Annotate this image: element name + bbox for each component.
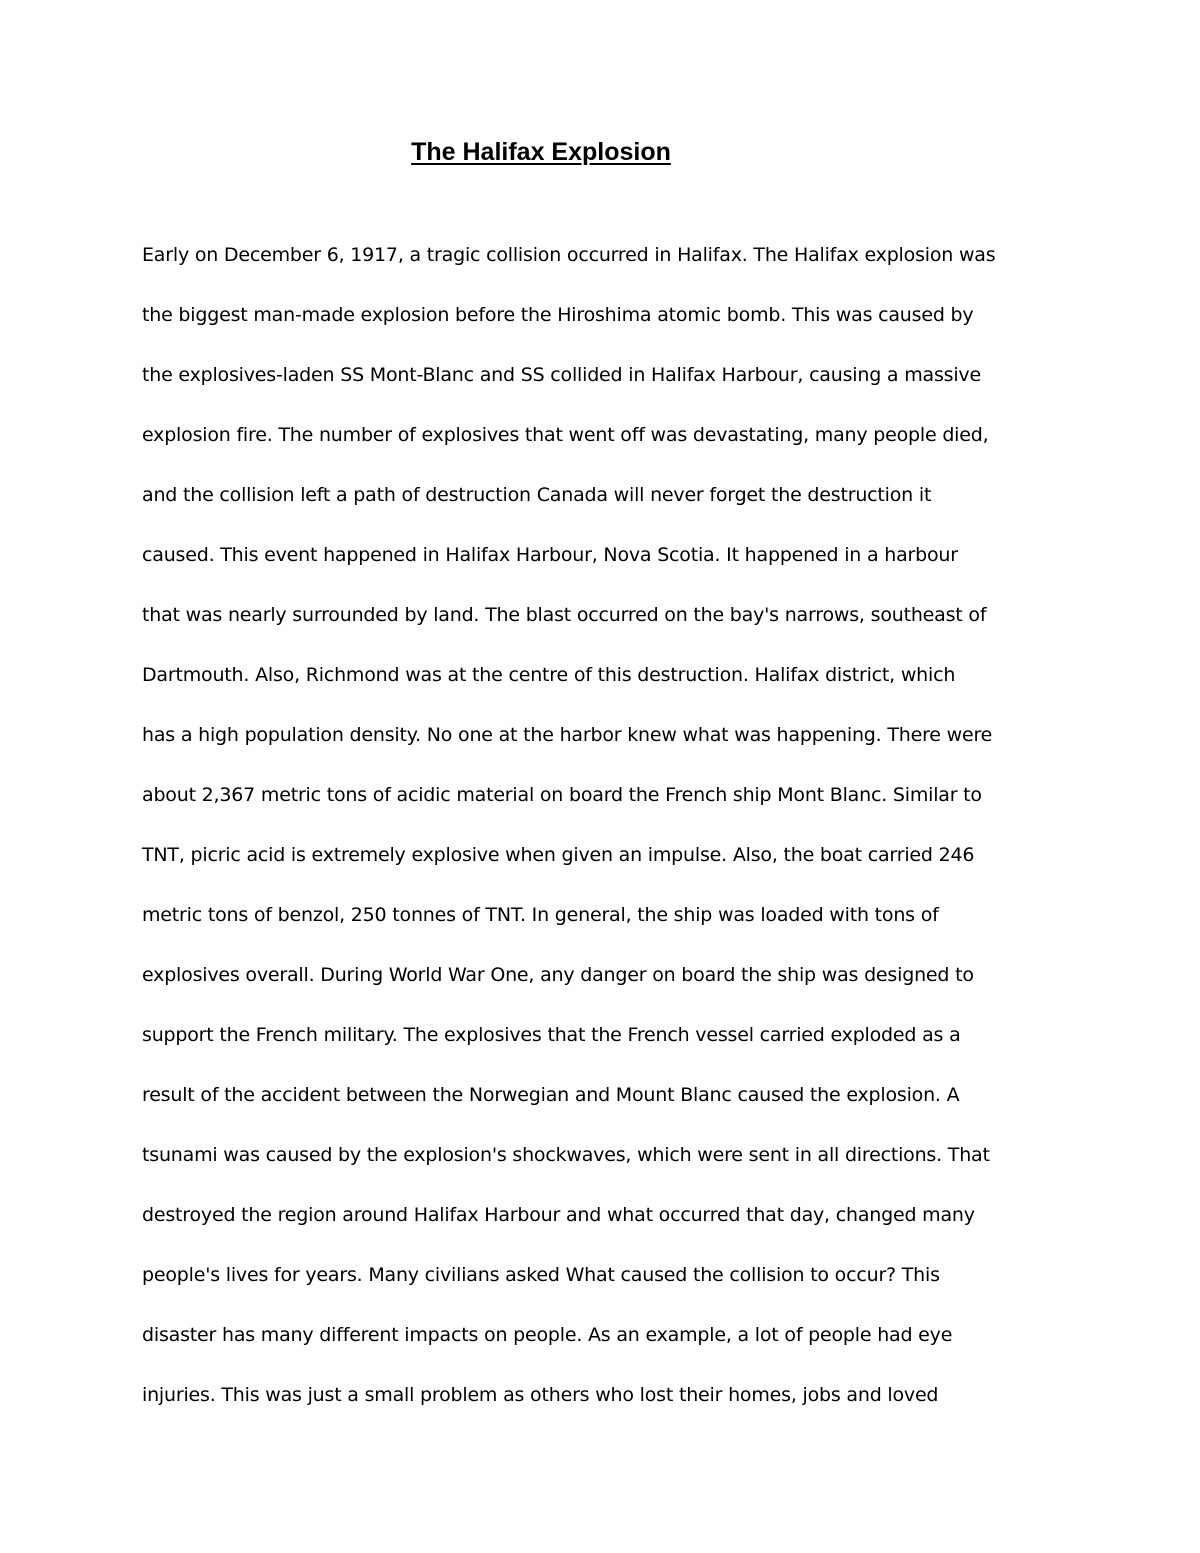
text-line: destroyed the region around Halifax Harbour and what occurred that day, changed many	[142, 1204, 975, 1226]
text-line: TNT, picric acid is extremely explosive when given an impulse. Also, the boat carried 246	[142, 844, 975, 866]
text-line: injuries. This was just a small problem as others who lost their homes, jobs and loved	[142, 1384, 939, 1406]
text-line: metric tons of benzol, 250 tonnes of TNT. In general, the ship was loaded with tons of	[142, 904, 939, 926]
document-title: The Halifax Explosion	[411, 138, 671, 166]
text-line: the biggest man-made explosion before the Hiroshima atomic bomb. This was caused by	[142, 304, 974, 326]
text-line: caused. This event happened in Halifax Harbour, Nova Scotia. It happened in a harbour	[142, 544, 958, 566]
text-line: support the French military. The explosives that the French vessel carried exploded as a	[142, 1024, 961, 1046]
text-line: that was nearly surrounded by land. The blast occurred on the bay's narrows, southeast of	[142, 604, 987, 626]
body-text	[142, 235, 1082, 1435]
text-line: disaster has many different impacts on people. As an example, a lot of people had eye	[142, 1324, 953, 1346]
text-line: people's lives for years. Many civilians asked What caused the collision to occur? This	[142, 1264, 940, 1286]
text-line: explosives overall. During World War One, any danger on board the ship was designed to	[142, 964, 974, 986]
text-line: about 2,367 metric tons of acidic material on board the French ship Mont Blanc. Similar to	[142, 784, 982, 806]
text-line: and the collision left a path of destruction Canada will never forget the destruction it	[142, 484, 932, 506]
text-line: the explosives-laden SS Mont-Blanc and SS collided in Halifax Harbour, causing a massive	[142, 364, 981, 386]
text-line: result of the accident between the Norwegian and Mount Blanc caused the explosion. A	[142, 1084, 960, 1106]
text-line: tsunami was caused by the explosion's shockwaves, which were sent in all directions. That	[142, 1144, 990, 1166]
text-line: has a high population density. No one at the harbor knew what was happening. There were	[142, 724, 993, 746]
text-line: Early on December 6, 1917, a tragic collision occurred in Halifax. The Halifax explosion was	[142, 244, 996, 266]
text-line: Dartmouth. Also, Richmond was at the centre of this destruction. Halifax district, which	[142, 664, 956, 686]
text-line: explosion fire. The number of explosives that went off was devastating, many people died,	[142, 424, 989, 446]
